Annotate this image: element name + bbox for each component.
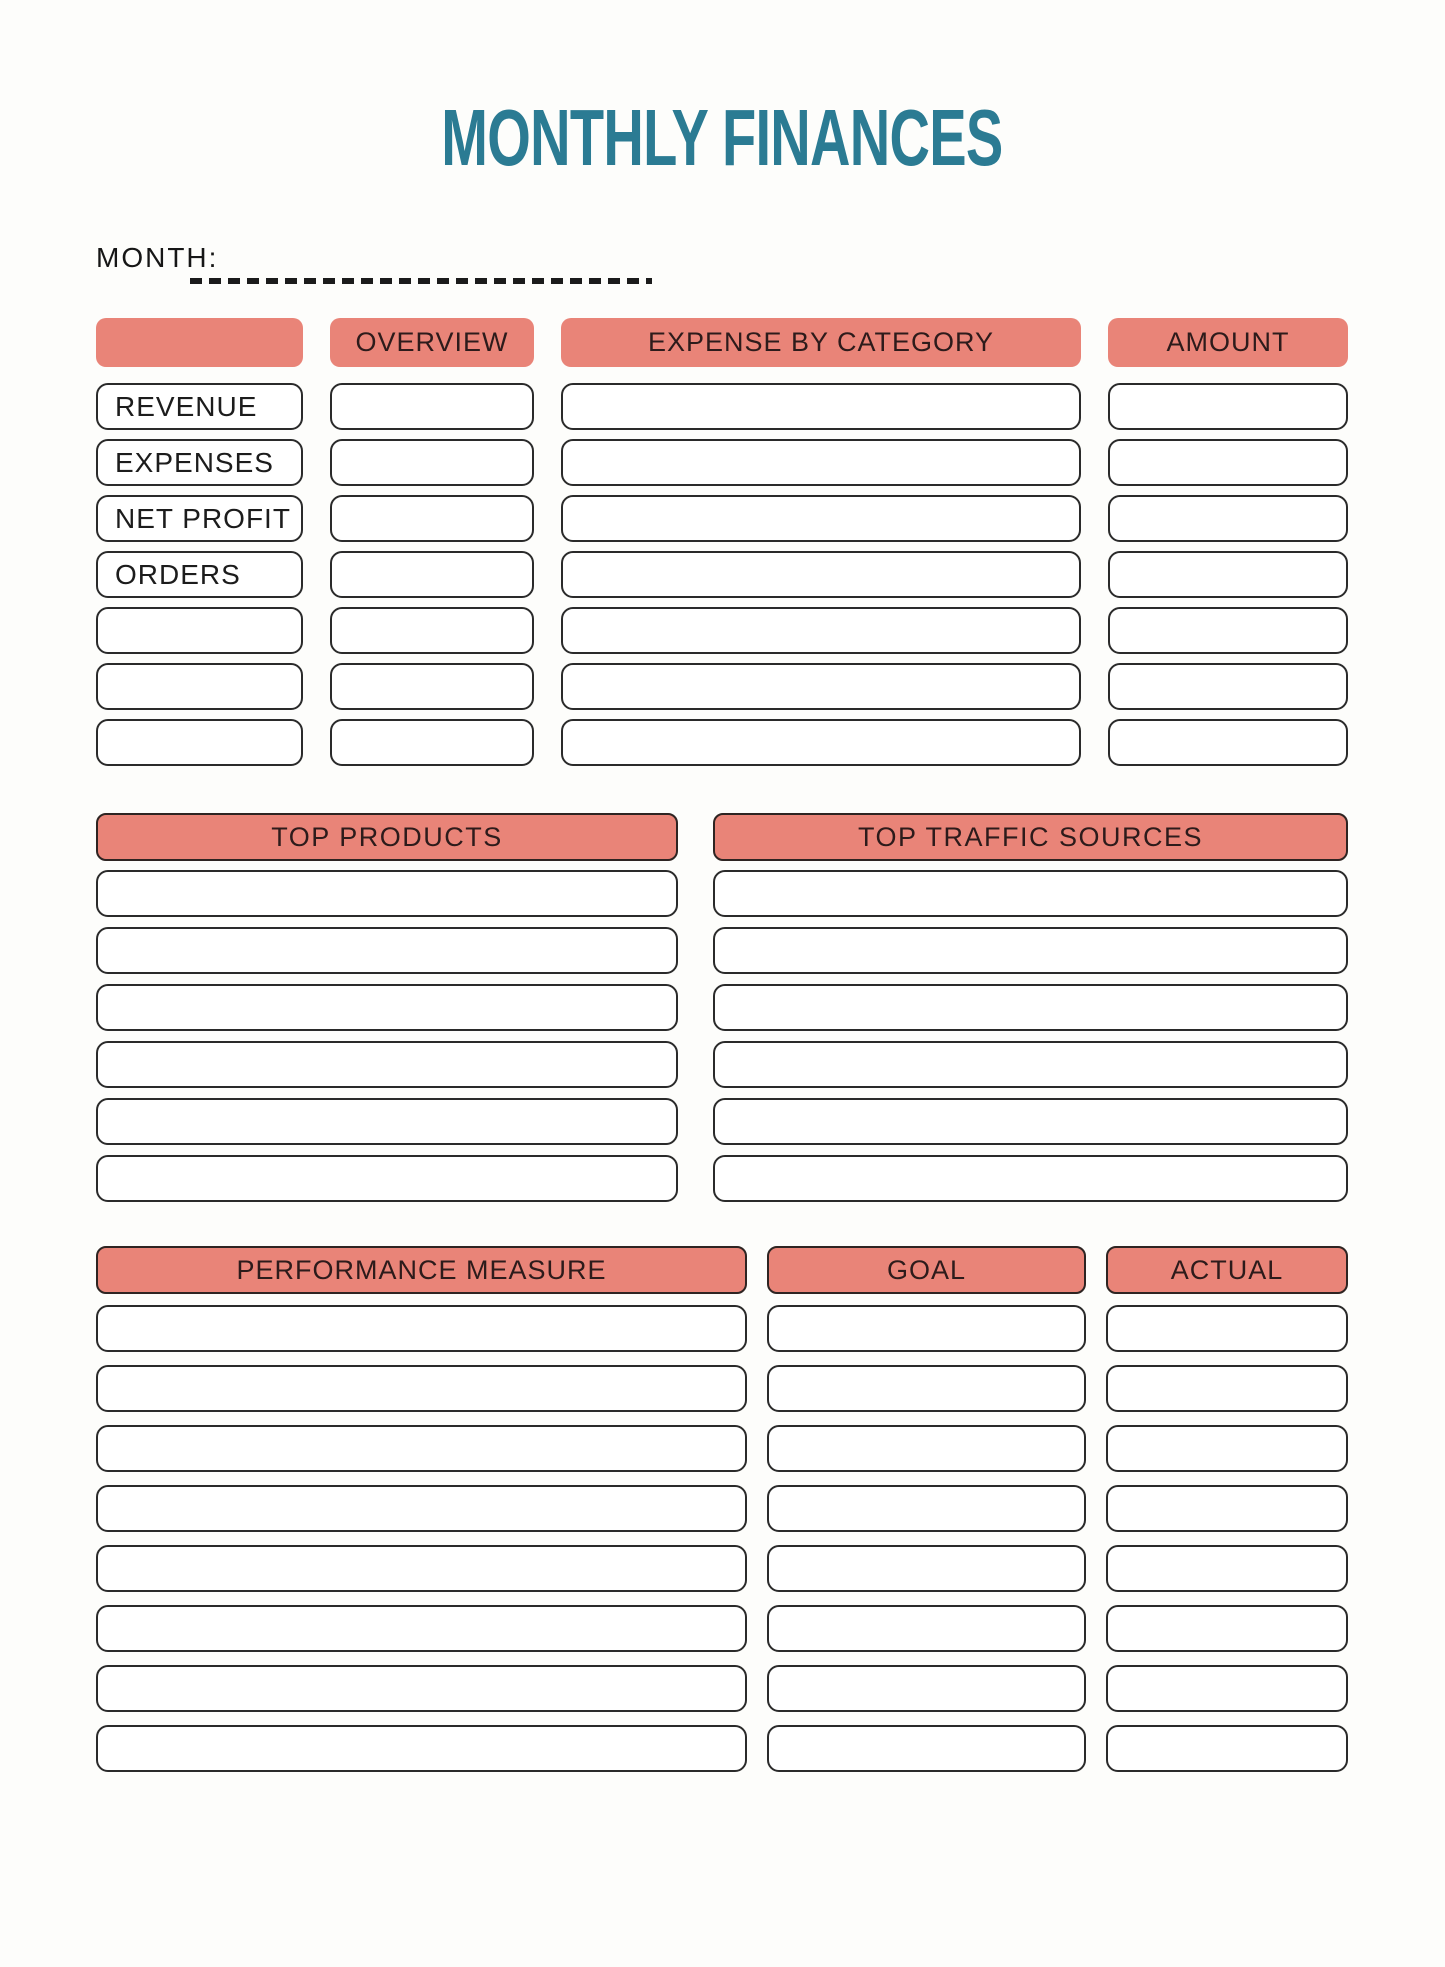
performance-measure-cell[interactable]	[96, 1725, 747, 1772]
actual-cell[interactable]	[1106, 1725, 1348, 1772]
top-products-header: TOP PRODUCTS	[96, 813, 678, 861]
performance-table-rows	[96, 1305, 1348, 1772]
top-product-cell[interactable]	[96, 927, 678, 974]
row-label-blank[interactable]	[96, 663, 303, 710]
top-products-rows	[96, 870, 678, 1202]
amount-cell[interactable]	[1108, 663, 1348, 710]
performance-measure-cell[interactable]	[96, 1605, 747, 1652]
expense-category-cell[interactable]	[561, 607, 1081, 654]
goal-header: GOAL	[767, 1246, 1086, 1294]
top-product-cell[interactable]	[96, 1155, 678, 1202]
performance-measure-cell[interactable]	[96, 1305, 747, 1352]
performance-measure-cell[interactable]	[96, 1365, 747, 1412]
traffic-source-cell[interactable]	[713, 1155, 1348, 1202]
row-label-net-profit: NET PROFIT	[96, 495, 303, 542]
overview-table-rows	[96, 383, 1348, 766]
row-label-revenue: REVENUE	[96, 383, 303, 430]
goal-cell[interactable]	[767, 1545, 1086, 1592]
traffic-source-cell[interactable]	[713, 927, 1348, 974]
actual-cell[interactable]	[1106, 1545, 1348, 1592]
top-product-cell[interactable]	[96, 1041, 678, 1088]
amount-cell[interactable]	[1108, 439, 1348, 486]
top-product-cell[interactable]	[96, 984, 678, 1031]
expense-by-category-header: EXPENSE BY CATEGORY	[561, 318, 1081, 367]
goal-cell[interactable]	[767, 1425, 1086, 1472]
row-label-orders: ORDERS	[96, 551, 303, 598]
performance-measure-cell[interactable]	[96, 1545, 747, 1592]
performance-measure-cell[interactable]	[96, 1485, 747, 1532]
overview-cell[interactable]	[330, 663, 534, 710]
traffic-source-cell[interactable]	[713, 1041, 1348, 1088]
goal-cell[interactable]	[767, 1605, 1086, 1652]
expense-category-cell[interactable]	[561, 719, 1081, 766]
expense-category-cell[interactable]	[561, 663, 1081, 710]
top-products-panel	[96, 813, 678, 1202]
month-fill-line[interactable]	[190, 278, 652, 284]
expense-category-cell[interactable]	[561, 551, 1081, 598]
amount-header: AMOUNT	[1108, 318, 1348, 367]
middle-section	[96, 813, 1348, 1202]
traffic-source-cell[interactable]	[713, 1098, 1348, 1145]
top-traffic-sources-header: TOP TRAFFIC SOURCES	[713, 813, 1348, 861]
amount-cell[interactable]	[1108, 495, 1348, 542]
top-traffic-sources-rows	[713, 870, 1348, 1202]
overview-header-blank	[96, 318, 303, 367]
goal-cell[interactable]	[767, 1365, 1086, 1412]
goal-cell[interactable]	[767, 1665, 1086, 1712]
actual-cell[interactable]	[1106, 1305, 1348, 1352]
top-traffic-sources-panel	[713, 813, 1348, 1202]
goal-cell[interactable]	[767, 1485, 1086, 1532]
overview-header: OVERVIEW	[330, 318, 534, 367]
expense-category-cell[interactable]	[561, 439, 1081, 486]
overview-cell[interactable]	[330, 607, 534, 654]
top-product-cell[interactable]	[96, 870, 678, 917]
overview-cell[interactable]	[330, 383, 534, 430]
amount-cell[interactable]	[1108, 551, 1348, 598]
amount-cell[interactable]	[1108, 607, 1348, 654]
actual-cell[interactable]	[1106, 1365, 1348, 1412]
overview-cell[interactable]	[330, 495, 534, 542]
performance-table-headers	[96, 1246, 1348, 1294]
goal-cell[interactable]	[767, 1305, 1086, 1352]
actual-cell[interactable]	[1106, 1605, 1348, 1652]
row-label-blank[interactable]	[96, 607, 303, 654]
actual-header: ACTUAL	[1106, 1246, 1348, 1294]
overview-table-headers	[96, 318, 1348, 367]
month-row	[96, 242, 1348, 288]
row-label-expenses: EXPENSES	[96, 439, 303, 486]
actual-cell[interactable]	[1106, 1665, 1348, 1712]
traffic-source-cell[interactable]	[713, 870, 1348, 917]
month-label: MONTH:	[96, 242, 219, 273]
amount-cell[interactable]	[1108, 719, 1348, 766]
row-label-blank[interactable]	[96, 719, 303, 766]
top-product-cell[interactable]	[96, 1098, 678, 1145]
goal-cell[interactable]	[767, 1725, 1086, 1772]
traffic-source-cell[interactable]	[713, 984, 1348, 1031]
expense-category-cell[interactable]	[561, 495, 1081, 542]
performance-measure-header: PERFORMANCE MEASURE	[96, 1246, 747, 1294]
actual-cell[interactable]	[1106, 1425, 1348, 1472]
expense-category-cell[interactable]	[561, 383, 1081, 430]
performance-measure-cell[interactable]	[96, 1665, 747, 1712]
overview-cell[interactable]	[330, 439, 534, 486]
overview-cell[interactable]	[330, 719, 534, 766]
actual-cell[interactable]	[1106, 1485, 1348, 1532]
amount-cell[interactable]	[1108, 383, 1348, 430]
page-title	[96, 93, 1348, 182]
performance-measure-cell[interactable]	[96, 1425, 747, 1472]
page-title-text: MONTHLY FINANCES	[441, 93, 1003, 182]
overview-cell[interactable]	[330, 551, 534, 598]
